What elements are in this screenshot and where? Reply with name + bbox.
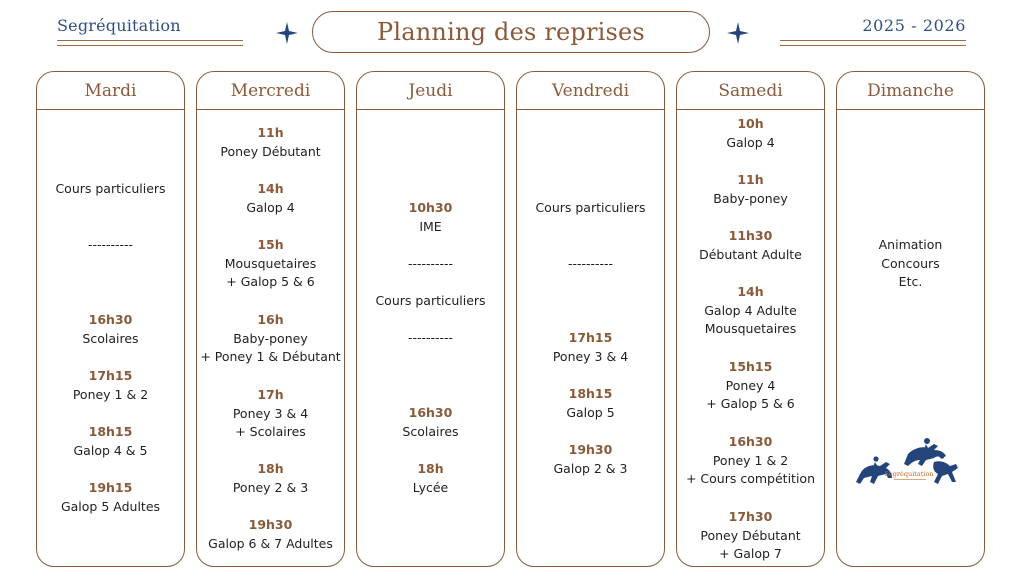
season-label: 2025 - 2026: [862, 16, 966, 35]
session-label: + Poney 1 & Débutant: [200, 349, 341, 364]
page-title: Planning des reprises: [377, 18, 645, 46]
session-label: + Scolaires: [235, 424, 306, 439]
day-header: [197, 72, 344, 110]
day-name: Mardi: [84, 80, 137, 101]
day-name: Jeudi: [408, 80, 453, 101]
session-time: 16h30: [408, 405, 453, 420]
season-underline-1: [780, 40, 966, 41]
session-label: + Galop 5 & 6: [706, 396, 795, 411]
schedule-entry: [357, 460, 504, 497]
session-label: + Cours compétition: [685, 471, 815, 486]
day-name: Mercredi: [230, 80, 311, 101]
day-name: Samedi: [718, 80, 783, 101]
session-label: Etc.: [898, 274, 923, 289]
day-header: [357, 72, 504, 110]
session-label: Galop 5 Adultes: [60, 498, 161, 514]
schedule-entry: [197, 516, 344, 553]
session-time: 19h30: [568, 442, 613, 457]
session-label: Poney Débutant: [220, 143, 321, 159]
session-time: 18h15: [88, 424, 133, 439]
day-column-vendredi: [516, 71, 665, 567]
session-label: Mousquetaires: [224, 255, 317, 271]
schedule-entry: [357, 329, 504, 348]
day-header: [677, 72, 824, 110]
session-label: + Galop 7: [719, 546, 782, 561]
session-label: ----------: [407, 330, 454, 345]
session-time: 11h: [257, 125, 284, 140]
schedule-entry: [677, 433, 824, 489]
session-time: 17h15: [88, 368, 133, 383]
session-time: 16h30: [728, 434, 773, 449]
schedule-entry: [677, 227, 824, 264]
schedule-entry: [357, 255, 504, 274]
schedule-entry: [677, 283, 824, 339]
schedule-entry: [677, 358, 824, 414]
session-time: 17h15: [568, 330, 613, 345]
session-time: 14h: [737, 284, 764, 299]
day-column-dimanche: [836, 71, 985, 567]
session-label: Concours: [881, 255, 940, 271]
logo-text: Segréquitation: [884, 470, 934, 478]
session-label: Galop 5: [566, 404, 615, 420]
session-time: 18h15: [568, 386, 613, 401]
session-time: 14h: [257, 181, 284, 196]
session-label: Galop 4: [246, 199, 295, 215]
session-label: Poney 1 & 2: [712, 452, 789, 468]
session-label: + Galop 5 & 6: [226, 274, 315, 289]
session-label: Animation: [878, 237, 943, 252]
session-label: Cours particuliers: [535, 200, 646, 215]
session-time: 17h30: [728, 509, 773, 524]
day-column-samedi: [676, 71, 825, 567]
brand-underline-1: [57, 40, 243, 41]
schedule-entry: [517, 199, 664, 218]
session-label: Poney 3 & 4: [232, 405, 309, 421]
session-label: Poney 4: [725, 377, 776, 393]
session-label: ----------: [567, 256, 614, 271]
schedule-entry: [37, 311, 184, 348]
session-label: ----------: [87, 237, 134, 252]
session-time: 19h30: [248, 517, 293, 532]
schedule-entry: [677, 171, 824, 208]
session-label: Galop 6 & 7 Adultes: [208, 535, 333, 551]
session-label: Lycée: [412, 479, 449, 495]
session-time: 11h30: [728, 228, 773, 243]
schedule-entry: [837, 236, 984, 292]
session-label: Galop 4 Adulte: [704, 302, 797, 318]
schedule-entry: [37, 236, 184, 255]
session-time: 16h: [257, 312, 284, 327]
schedule-entry: [677, 508, 824, 564]
horse-riders-logo: [856, 432, 966, 490]
schedule-entry: [37, 423, 184, 460]
schedule-entry: [197, 460, 344, 497]
schedule-entry: [357, 199, 504, 236]
day-column-mercredi: [196, 71, 345, 567]
season-underline-2: [780, 45, 966, 46]
session-label: Galop 4 & 5: [73, 442, 148, 458]
session-label: Poney 1 & 2: [72, 386, 149, 402]
schedule-entry: [517, 255, 664, 274]
session-label: Poney 3 & 4: [552, 348, 629, 364]
schedule-entry: [517, 329, 664, 366]
session-label: Baby-poney: [713, 190, 788, 206]
session-label: Baby-poney: [233, 330, 308, 346]
schedule-entry: [357, 404, 504, 441]
session-label: ----------: [407, 256, 454, 271]
schedule-entry: [37, 479, 184, 516]
session-time: 10h30: [408, 200, 453, 215]
schedule-entry: [37, 180, 184, 199]
session-time: 16h30: [88, 312, 133, 327]
session-label: Cours particuliers: [375, 293, 486, 308]
brand-underline-2: [57, 45, 243, 46]
schedule-entry: [677, 115, 824, 152]
session-time: 18h: [257, 461, 284, 476]
schedule-entry: [357, 292, 504, 311]
sparkle-star-icon-right: [727, 22, 749, 44]
day-name: Dimanche: [867, 80, 954, 101]
session-label: IME: [419, 218, 442, 234]
session-time: 18h: [417, 461, 444, 476]
schedule-entry: [197, 386, 344, 442]
day-header: [37, 72, 184, 110]
session-label: Scolaires: [82, 330, 139, 346]
schedule-entry: [37, 367, 184, 404]
session-time: 17h: [257, 387, 284, 402]
session-label: Poney 2 & 3: [232, 479, 309, 495]
session-label: Galop 2 & 3: [553, 460, 628, 476]
day-header: [517, 72, 664, 110]
session-time: 15h: [257, 237, 284, 252]
schedule-entry: [517, 385, 664, 422]
day-column-mardi: [36, 71, 185, 567]
session-time: 11h: [737, 172, 764, 187]
schedule-entry: [197, 236, 344, 292]
brand-name: Segréquitation: [57, 16, 181, 35]
schedule-entry: [197, 180, 344, 217]
day-column-jeudi: [356, 71, 505, 567]
session-label: Poney Débutant: [700, 527, 801, 543]
session-label: Débutant Adulte: [699, 246, 802, 262]
title-banner: [312, 11, 710, 53]
session-label: Scolaires: [402, 423, 459, 439]
session-time: 19h15: [88, 480, 133, 495]
session-time: 10h: [737, 116, 764, 131]
day-name: Vendredi: [551, 80, 630, 101]
session-time: 15h15: [728, 359, 773, 374]
schedule-entry: [197, 124, 344, 161]
sparkle-star-icon-left: [276, 22, 298, 44]
day-header: [837, 72, 984, 110]
session-label: Mousquetaires: [704, 321, 797, 336]
session-label: Galop 4: [726, 134, 775, 150]
schedule-entry: [517, 441, 664, 478]
session-label: Cours particuliers: [55, 181, 166, 196]
schedule-entry: [197, 311, 344, 367]
